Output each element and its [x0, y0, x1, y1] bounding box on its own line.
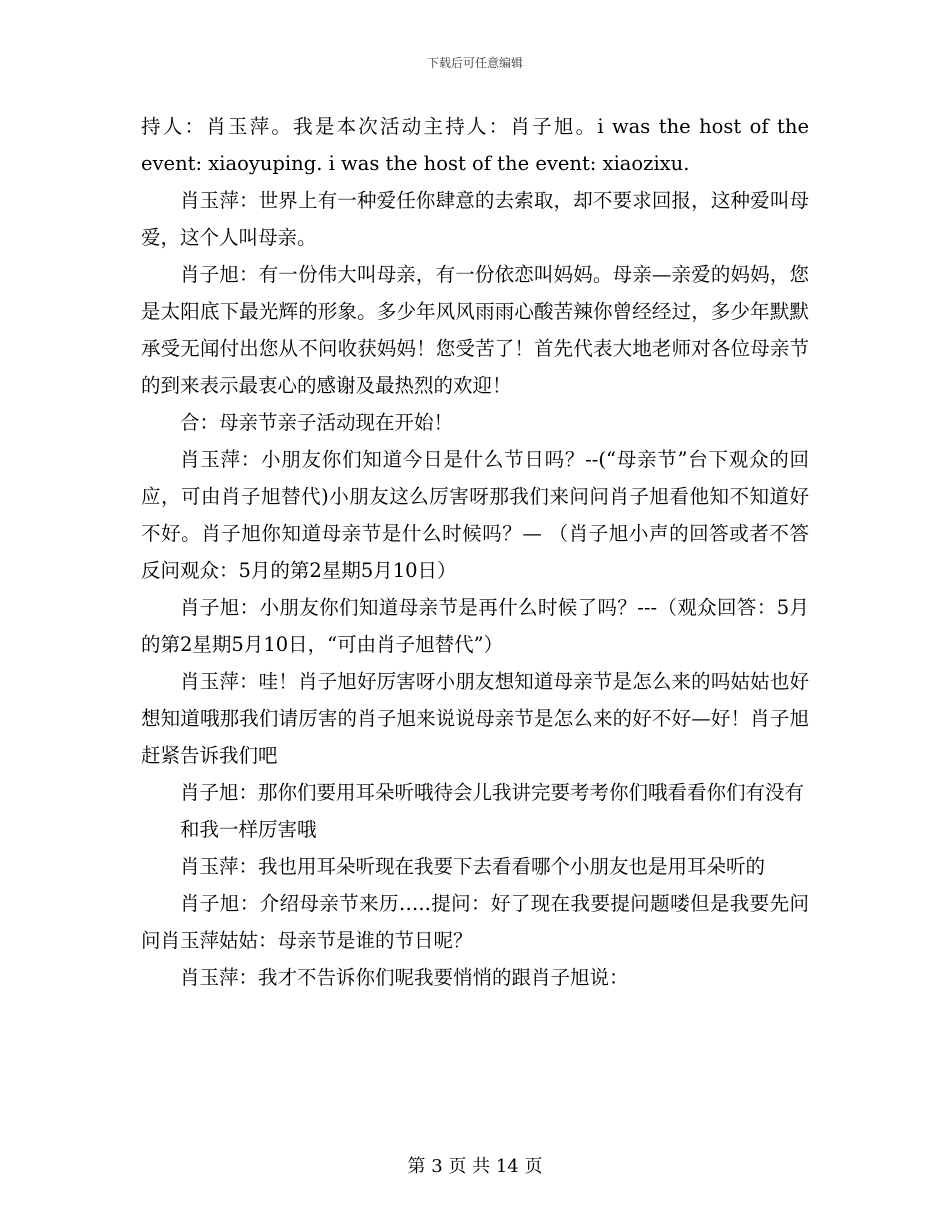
- paragraph-6: 肖子旭：小朋友你们知道母亲节是再什么时候了吗？---（观众回答：5月的第2星期5月10日，“可由肖子旭替代”）: [141, 596, 809, 656]
- page-header: 下载后可任意编辑: [426, 56, 523, 70]
- paragraph-10: 肖玉萍：我也用耳朵听现在我要下去看看哪个小朋友也是用耳朵听的: [180, 855, 766, 878]
- paragraph-7: 肖玉萍：哇！肖子旭好厉害呀小朋友想知道母亲节是怎么来的吗姑姑也好想知道哦那我们请厉害的肖子旭来说说母亲节是怎么来的好不好—好！肖子旭赶紧告诉我们吧: [141, 670, 809, 767]
- paragraph-4: 合：母亲节亲子活动现在开始！: [180, 411, 454, 434]
- paragraph-5: 肖玉萍：小朋友你们知道今日是什么节日吗？--(“母亲节”台下观众的回应，可由肖子旭替代)小朋友这么厉害呀那我们来问问肖子旭看他知不知道好不好。肖子旭你知道母亲节是什么时候吗？— （肖子旭小声的回答或者不答反问观众：5月的第2星期5月10日）: [141, 448, 809, 582]
- paragraph-9: 和我一样厉害哦: [180, 818, 317, 841]
- paragraph-3: 肖子旭：有一份伟大叫母亲，有一份依恋叫妈妈。母亲—亲爱的妈妈，您是太阳底下最光辉的形象。多少年风风雨雨心酸苦辣你曾经经过，多少年默默承受无闻付出您从不问收获妈妈！您受苦了！首先代表大地老师对各位母亲节的到来表示最衷心的感谢及最热烈的欢迎！: [141, 263, 809, 397]
- paragraph-1: 持人：肖玉萍。我是本次活动主持人：肖子旭。i was the host of the event: xiaoyuping. i was the host of the event: xiaozixu.: [141, 115, 809, 175]
- paragraph-8: 肖子旭：那你们要用耳朵听哦待会儿我讲完要考考你们哦看看你们有没有: [180, 781, 805, 804]
- paragraph-11: 肖子旭：介绍母亲节来历…..提问：好了现在我要提问题喽但是我要先问问肖玉萍姑姑：母亲节是谁的节日呢？: [141, 892, 809, 952]
- paragraph-2: 肖玉萍：世界上有一种爱任你肆意的去索取，却不要求回报，这种爱叫母爱，这个人叫母亲。: [141, 189, 809, 249]
- page-footer: 第 3 页 共 14 页: [407, 1156, 543, 1177]
- paragraph-12: 肖玉萍：我才不告诉你们呢我要悄悄的跟肖子旭说：: [180, 966, 629, 989]
- document-body: [141, 108, 809, 996]
